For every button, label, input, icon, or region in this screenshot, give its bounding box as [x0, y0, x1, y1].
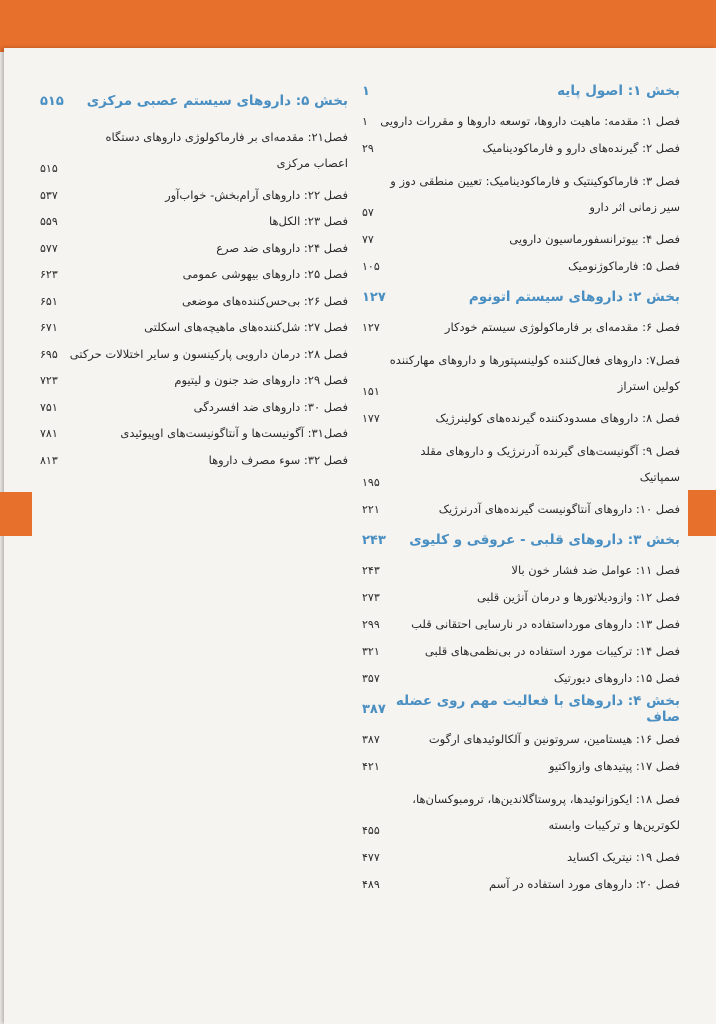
toc-entry[interactable] — [362, 850, 680, 865]
chapter-title: فصل ۱: مقدمه: ماهیت داروها، توسعه داروها و مقررات دارویی — [380, 114, 680, 128]
toc-entry[interactable] — [362, 732, 680, 747]
toc-right-column — [362, 78, 680, 904]
part-title: بخش ۲: داروهای سیستم اتونوم — [468, 289, 680, 305]
chapter-page: ۸۱۳ — [40, 453, 58, 467]
chapter-title: فصل ۱۷: پپتیدهای وازواکتیو — [548, 759, 680, 773]
chapter-page: ۲۹ — [362, 142, 374, 155]
toc-entry[interactable] — [362, 786, 680, 838]
toc-entry[interactable] — [362, 320, 680, 335]
chapter-page: ۲۹۹ — [362, 618, 380, 631]
chapter-page: ۳۲۱ — [362, 645, 380, 658]
toc-entry[interactable] — [40, 294, 348, 309]
toc-left-column — [40, 88, 348, 479]
chapter-page: ۱۷۷ — [362, 412, 380, 425]
toc-entry[interactable] — [40, 400, 348, 415]
toc-entry[interactable] — [40, 214, 348, 229]
toc-entry[interactable] — [40, 188, 348, 203]
toc-entry[interactable] — [362, 259, 680, 274]
chapter-page: ۱۵۱ — [362, 385, 380, 398]
chapter-title: فصل ۱۴: ترکیبات مورد استفاده در بی‌نظمی‌های قلبی — [424, 644, 680, 658]
chapter-title: فصل ۹: آگونیست‌های گیرنده آدرنرژیک و داروهای مقلد سمپاتیک — [420, 444, 680, 484]
part-page: ۵۱۵ — [40, 93, 64, 109]
chapter-title: فصل ۸: داروهای مسدودکننده گیرنده‌های کولینرژیک — [435, 411, 680, 425]
toc-entry[interactable] — [40, 373, 348, 388]
toc-entry[interactable] — [362, 232, 680, 247]
chapter-title: فصل ۱۲: وازودیلاتورها و درمان آنژین قلبی — [476, 590, 680, 604]
toc-entry[interactable] — [40, 267, 348, 282]
toc-entry[interactable] — [40, 320, 348, 335]
chapter-title: فصل ۱۰: داروهای آنتاگونیست گیرنده‌های آدرنرژیک — [438, 502, 680, 516]
part-title: بخش ۴: داروهای با فعالیت مهم روی عضله صاف — [395, 693, 680, 725]
chapter-page: ۵۷ — [362, 206, 374, 219]
chapter-page: ۵۷۷ — [40, 241, 58, 255]
top-orange-band — [0, 0, 716, 52]
chapter-title: فصل ۱۶: هیستامین، سروتونین و آلکالوئیدهای ارگوت — [428, 732, 680, 746]
chapter-title: فصل ۳: فارماکوکینتیک و فارماکودینامیک: تعیین منطقی دوز و سیر زمانی اثر دارو — [390, 174, 680, 214]
part-heading — [362, 80, 680, 102]
chapter-page: ۲۴۳ — [362, 564, 380, 577]
chapter-title: فصل۲۱: مقدمه‌ای بر فارماکولوژی داروهای دستگاه اعصاب مرکزی — [105, 130, 348, 170]
chapter-page: ۷۸۱ — [40, 427, 58, 440]
toc-entry[interactable] — [362, 644, 680, 659]
chapter-title: فصل ۲۳: الکل‌ها — [268, 214, 348, 228]
toc-entry[interactable] — [362, 438, 680, 490]
chapter-title: فصل ۳۲: سوء مصرف داروها — [208, 452, 348, 467]
chapter-page: ۱۹۵ — [362, 476, 380, 489]
part-page: ۱۲۷ — [362, 289, 386, 305]
left-edge-tab — [0, 492, 32, 536]
toc-entry[interactable] — [362, 563, 680, 578]
chapter-page: ۲۲۱ — [362, 503, 380, 516]
toc-entry[interactable] — [40, 347, 348, 362]
chapter-title: فصل ۲: گیرنده‌های دارو و فارماکودینامیک — [482, 141, 680, 155]
part-page: ۳۸۷ — [362, 701, 386, 717]
part-page: ۲۴۳ — [362, 532, 386, 548]
chapter-title: فصل ۱۸: ایکوزانوئیدها، پروستاگلاندین‌ها، ترومبوکسان‌ها، لکوترین‌ها و ترکیبات وابسته — [412, 792, 680, 832]
part-heading — [362, 529, 680, 551]
chapter-page: ۳۵۷ — [362, 672, 380, 685]
chapter-page: ۲۷۳ — [362, 591, 380, 604]
part-heading — [40, 90, 348, 112]
chapter-title: فصل۳۱: آگونیست‌ها و آنتاگونیست‌های اوپیوئیدی — [120, 426, 348, 440]
toc-entry[interactable] — [362, 671, 680, 686]
chapter-title: فصل ۲۰: داروهای مورد استفاده در آسم — [488, 877, 680, 891]
chapter-page: ۶۵۱ — [40, 294, 58, 308]
toc-entry[interactable] — [362, 877, 680, 892]
toc-entry[interactable] — [362, 141, 680, 156]
toc-entry[interactable] — [362, 411, 680, 426]
toc-entry[interactable] — [40, 426, 348, 441]
chapter-page: ۵۱۵ — [40, 162, 58, 175]
chapter-title: فصل ۵: فارماکوژنومیک — [568, 259, 680, 273]
part-title: بخش ۱: اصول پایه — [557, 83, 680, 99]
toc-entry[interactable] — [40, 124, 348, 176]
chapter-page: ۴۵۵ — [362, 824, 380, 837]
toc-entry[interactable] — [362, 759, 680, 774]
chapter-title: فصل۷: داروهای فعال‌کننده کولینسپتورها و داروهای مهارکننده کولین استراز — [389, 353, 680, 393]
chapter-title: فصل ۱۵: داروهای دیورتیک — [553, 671, 680, 685]
chapter-title: فصل ۱۱: عوامل ضد فشار خون بالا — [511, 563, 680, 577]
right-edge-tab — [688, 490, 716, 536]
part-heading — [362, 286, 680, 308]
chapter-title: فصل ۲۶: بی‌حس‌کننده‌های موضعی — [182, 293, 348, 308]
chapter-page: ۱۲۷ — [362, 321, 380, 334]
chapter-title: فصل ۱۹: نیتریک اکساید — [566, 850, 680, 864]
chapter-page: ۴۲۱ — [362, 760, 380, 773]
chapter-title: فصل ۲۲: داروهای آرام‌بخش- خواب‌آور — [165, 187, 348, 202]
chapter-page: ۷۲۳ — [40, 374, 58, 387]
chapter-page: ۵۳۷ — [40, 188, 58, 202]
toc-entry[interactable] — [362, 168, 680, 220]
toc-entry[interactable] — [40, 453, 348, 468]
chapter-title: فصل ۳۰: داروهای ضد افسردگی — [193, 399, 348, 414]
chapter-title: فصل ۲۷: شل‌کننده‌های ماهیچه‌های اسکلتی — [144, 320, 348, 334]
toc-entry[interactable] — [362, 617, 680, 632]
chapter-title: فصل ۲۹: داروهای ضد جنون و لیتیوم — [174, 373, 348, 387]
part-page: ۱ — [362, 83, 370, 99]
chapter-title: فصل ۲۸: درمان دارویی پارکینسون و سایر اختلالات حرکتی — [69, 346, 348, 361]
chapter-page: ۴۸۹ — [362, 878, 380, 891]
chapter-title: فصل ۴: بیوترانسفورماسیون دارویی — [509, 232, 680, 246]
toc-entry[interactable] — [362, 347, 680, 399]
chapter-page: ۶۷۱ — [40, 321, 58, 334]
chapter-page: ۱ — [362, 115, 368, 128]
chapter-page: ۵۵۹ — [40, 215, 58, 228]
chapter-page: ۶۹۵ — [40, 347, 58, 361]
part-title: بخش ۵: داروهای سیستم عصبی مرکزی — [86, 93, 348, 109]
chapter-title: فصل ۶: مقدمه‌ای بر فارماکولوژی سیستم خودکار — [444, 320, 680, 334]
chapter-page: ۱۰۵ — [362, 260, 380, 273]
chapter-page: ۴۷۷ — [362, 851, 380, 864]
chapter-page: ۶۲۳ — [40, 268, 58, 281]
part-title: بخش ۳: داروهای قلبی - عروقی و کلیوی — [409, 532, 680, 548]
chapter-page: ۳۸۷ — [362, 733, 380, 746]
part-heading — [362, 693, 680, 725]
chapter-title: فصل ۲۵: داروهای بیهوشی عمومی — [182, 267, 348, 281]
toc-entry[interactable] — [362, 590, 680, 605]
chapter-page: ۷۵۱ — [40, 400, 58, 414]
toc-entry[interactable] — [362, 502, 680, 517]
toc-entry[interactable] — [362, 114, 680, 129]
chapter-title: فصل ۲۴: داروهای ضد صرع — [216, 240, 348, 255]
chapter-page: ۷۷ — [362, 233, 374, 246]
chapter-title: فصل ۱۳: داروهای مورداستفاده در نارسایی احتقانی قلب — [411, 617, 680, 631]
toc-entry[interactable] — [40, 241, 348, 256]
